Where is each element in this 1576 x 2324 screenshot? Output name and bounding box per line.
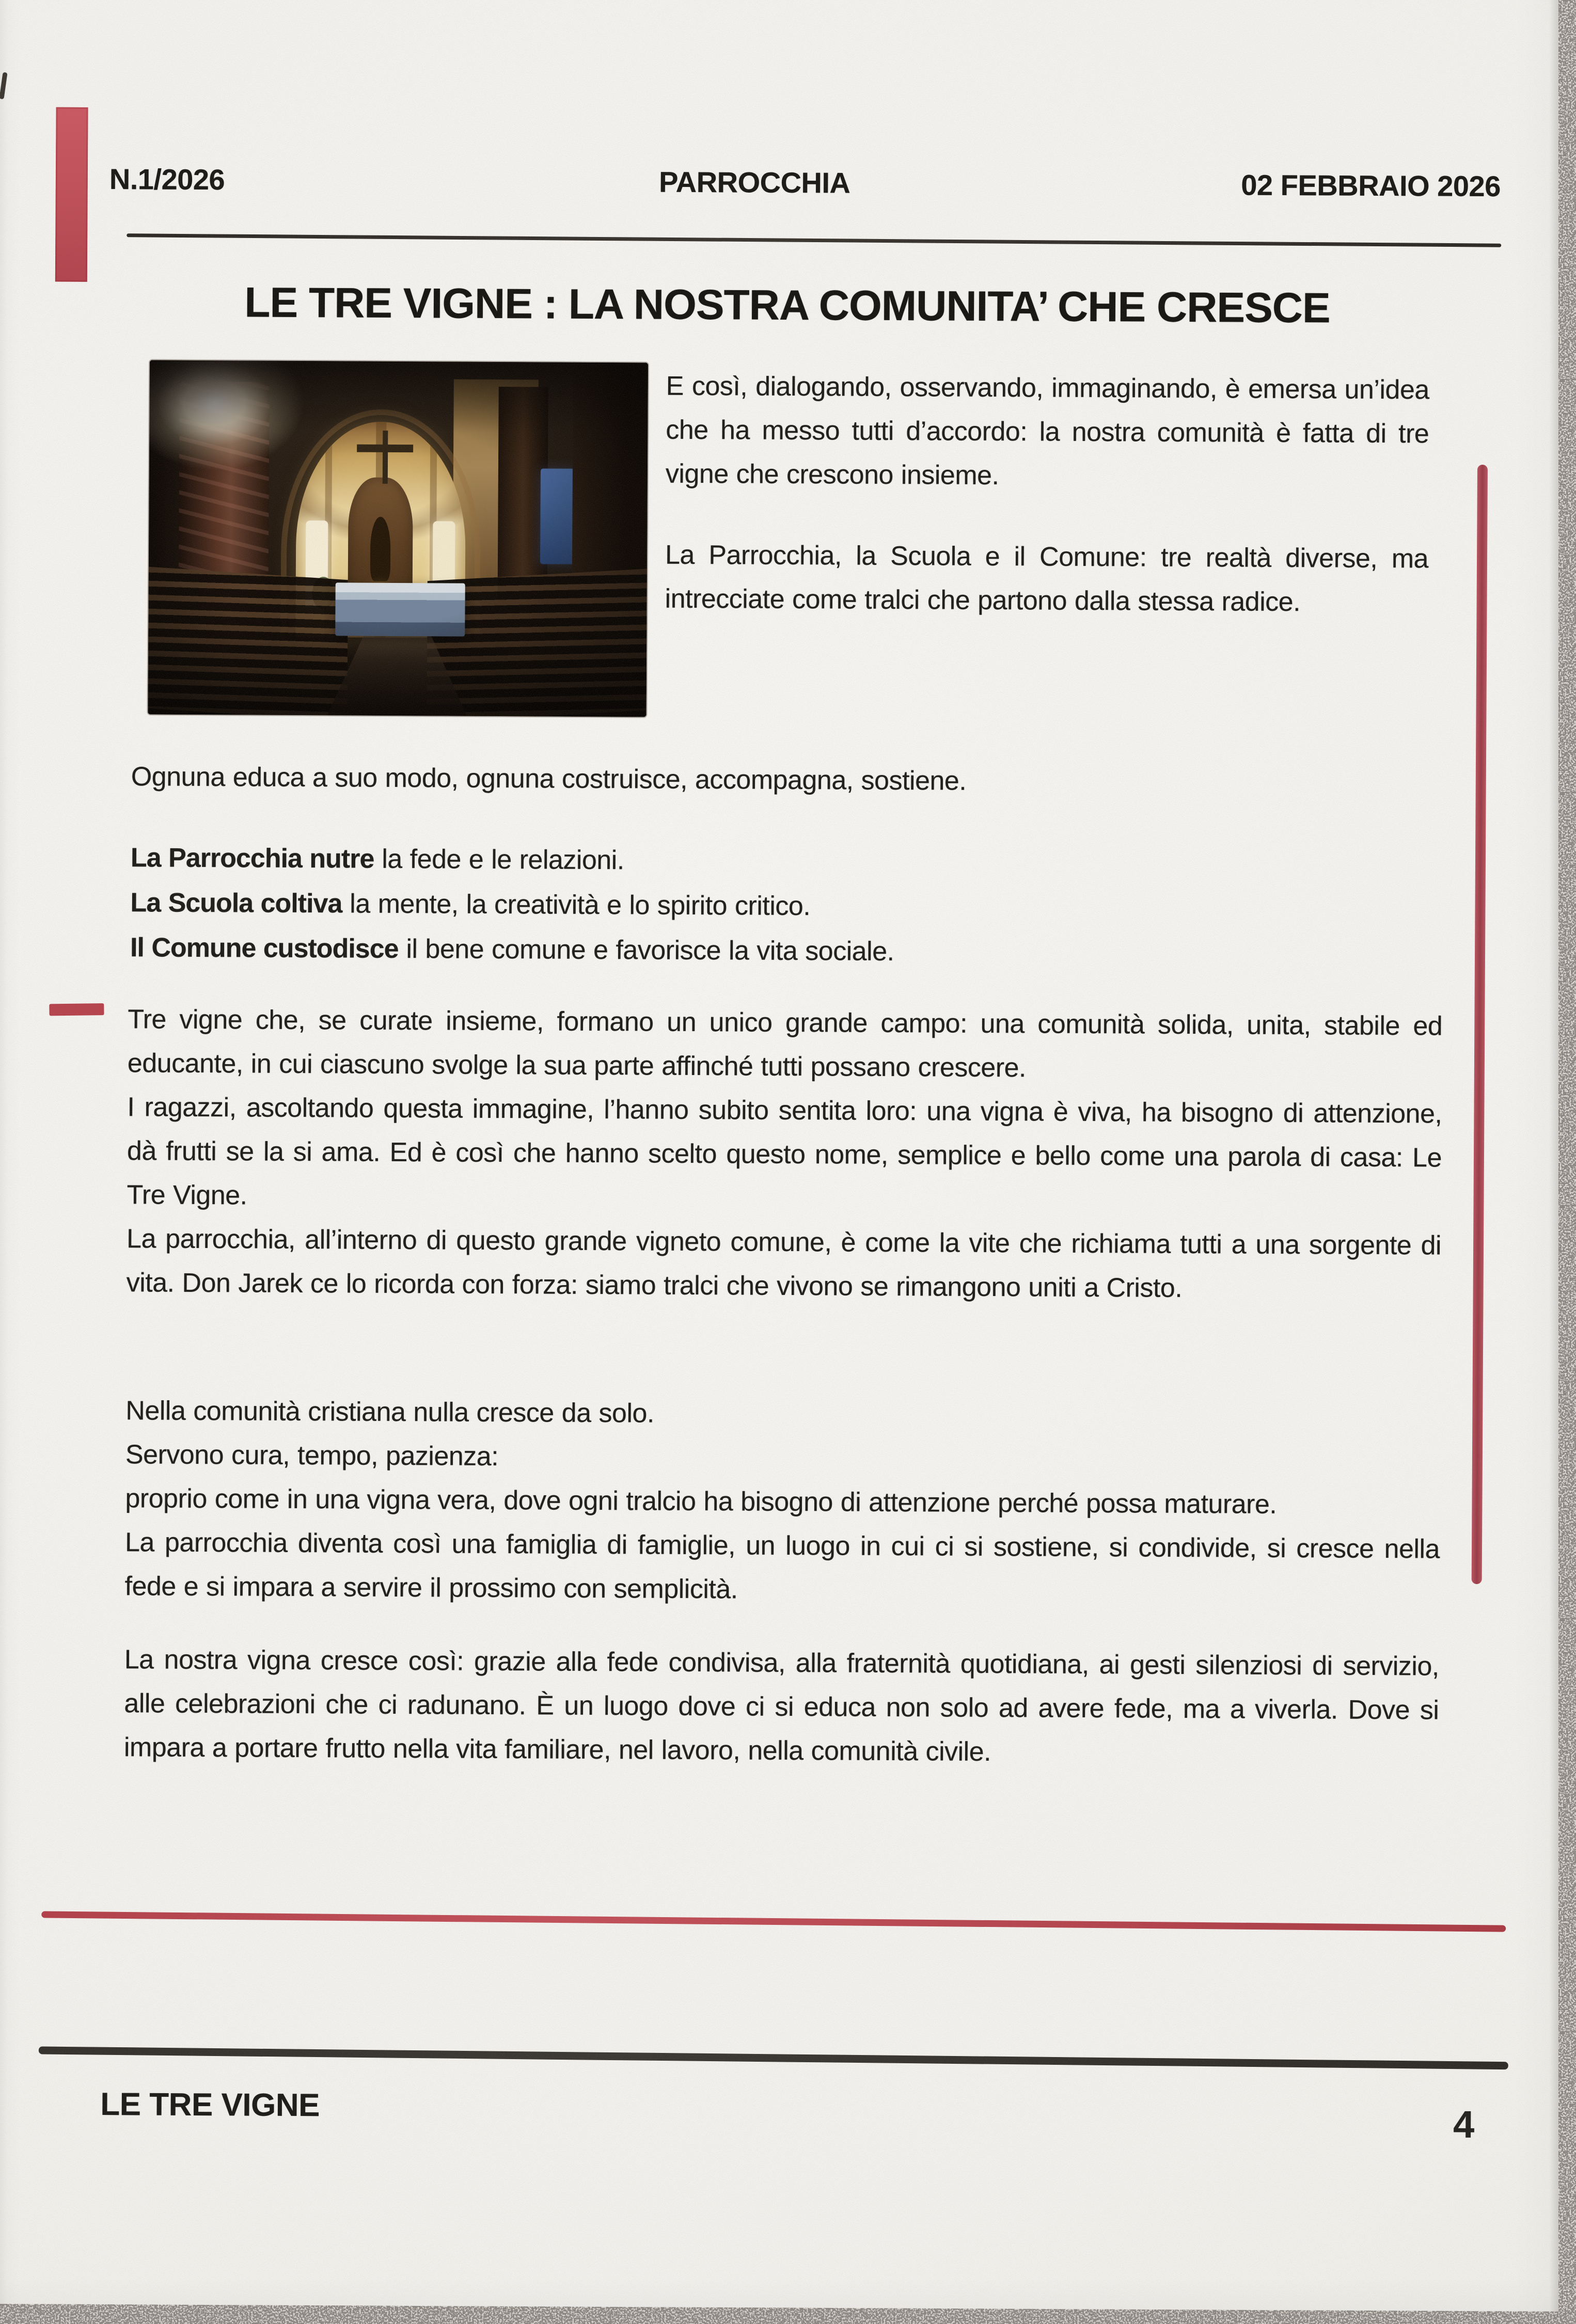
pillar-rest: il bene comune e favorisce la vita sociale. xyxy=(398,934,894,967)
masthead-title: PARROCCHIA xyxy=(658,165,850,199)
paragraph-line-group: I ragazzi, ascoltando questa immagine, l’hanno subito sentita loro: una vigna è viva, ha bisogno di attenzione, dà frutti se la si ama. Ed è così che hanno scelto questo nome, semplice e bello come una parola di casa: Le Tre Vigne. xyxy=(127,1092,1442,1211)
masthead-rule xyxy=(127,233,1501,247)
issue-number: N.1/2026 xyxy=(109,163,225,196)
photo-vignette xyxy=(148,360,648,717)
masthead-date: 02 FEBBRAIO 2026 xyxy=(1241,168,1501,203)
paragraph-line-group: La parrocchia diventa così una famiglia di famiglie, un luogo in cui ci si sostiene, si condivide, si cresce nella fede e si impara a servire il prossimo con semplicità. xyxy=(124,1527,1440,1605)
pillar-rest: la mente, la creatività e lo spirito critico. xyxy=(342,889,811,922)
paragraph-nella-comunita xyxy=(124,1389,1440,1615)
ognuna-line: Ognuna educa a suo modo, ognuna costruisce, accompagna, sostiene. xyxy=(131,762,967,796)
divider-black xyxy=(39,2046,1508,2069)
footer-page-number: 4 xyxy=(1453,2102,1475,2146)
pillar-lead: La Scuola coltiva xyxy=(130,888,342,919)
intro-column xyxy=(665,365,1429,625)
red-margin-tick xyxy=(49,1003,104,1016)
pillar-item-parrocchia xyxy=(131,835,1445,887)
pillars-list xyxy=(130,835,1445,977)
pillar-rest: la fede e le relazioni. xyxy=(374,844,624,876)
red-accent-bar-left xyxy=(55,107,88,282)
paragraph-line-group: La parrocchia, all’interno di questo grande vigneto comune, è come la vite che richiama tutti a una sorgente di vita. Don Jarek ce lo ricorda con forza: siamo tralci che vivono se rimangono uniti a Cristo. xyxy=(126,1224,1442,1303)
masthead xyxy=(109,162,1501,203)
article-headline: LE TRE VIGNE : LA NOSTRA COMUNITA’ CHE CRESCE xyxy=(244,279,1330,332)
pillar-lead: La Parrocchia nutre xyxy=(130,843,374,874)
footer-title: LE TRE VIGNE xyxy=(100,2086,320,2124)
pillar-lead: Il Comune custodisce xyxy=(130,932,399,965)
intro-paragraph: La Parrocchia, la Scuola e il Comune: tre realtà diverse, ma intrecciate come tralci che partono dalla stessa radice. xyxy=(665,540,1429,618)
paragraph-la-nostra-vigna: La nostra vigna cresce così: grazie alla fede condivisa, alla fraternità quotidiana, ai gesti silenziosi di servizio, alle celebrazioni che ci radunano. È un luogo dove ci si educa non solo ad avere fede, ma a viverla. Dove si impara a portare frutto nella vita familiare, nel lavoro, nella comunità civile. xyxy=(123,1645,1439,1767)
pillar-item-comune xyxy=(130,925,1445,977)
paragraph-tre-vigne xyxy=(126,998,1442,1311)
paragraph-line-group: proprio come in una vigna vera, dove ogni tralcio ha bisogno di attenzione perché possa maturare. xyxy=(125,1483,1277,1520)
paragraph-line-group: Servono cura, tempo, pazienza: xyxy=(125,1440,499,1472)
divider-red xyxy=(41,1911,1506,1932)
church-interior-photo xyxy=(148,360,648,717)
paragraph-line-group: Nella comunità cristiana nulla cresce da solo. xyxy=(125,1396,655,1429)
intro-paragraph: E così, dialogando, osservando, immaginando, è emersa un’idea che ha messo tutti d’accordo: la nostra comunità è fatta di tre vigne che crescono insieme. xyxy=(665,371,1429,491)
red-accent-bar-right xyxy=(1472,465,1488,1584)
pillar-item-scuola xyxy=(130,880,1445,932)
paragraph-line-group: Tre vigne che, se curate insieme, formano un unico grande campo: una comunità solida, unita, stabile ed educante, in cui ciascuno svolge la sua parte affinché tutti possano crescere. xyxy=(127,1004,1443,1083)
scan-edge-right xyxy=(1558,0,1576,2324)
